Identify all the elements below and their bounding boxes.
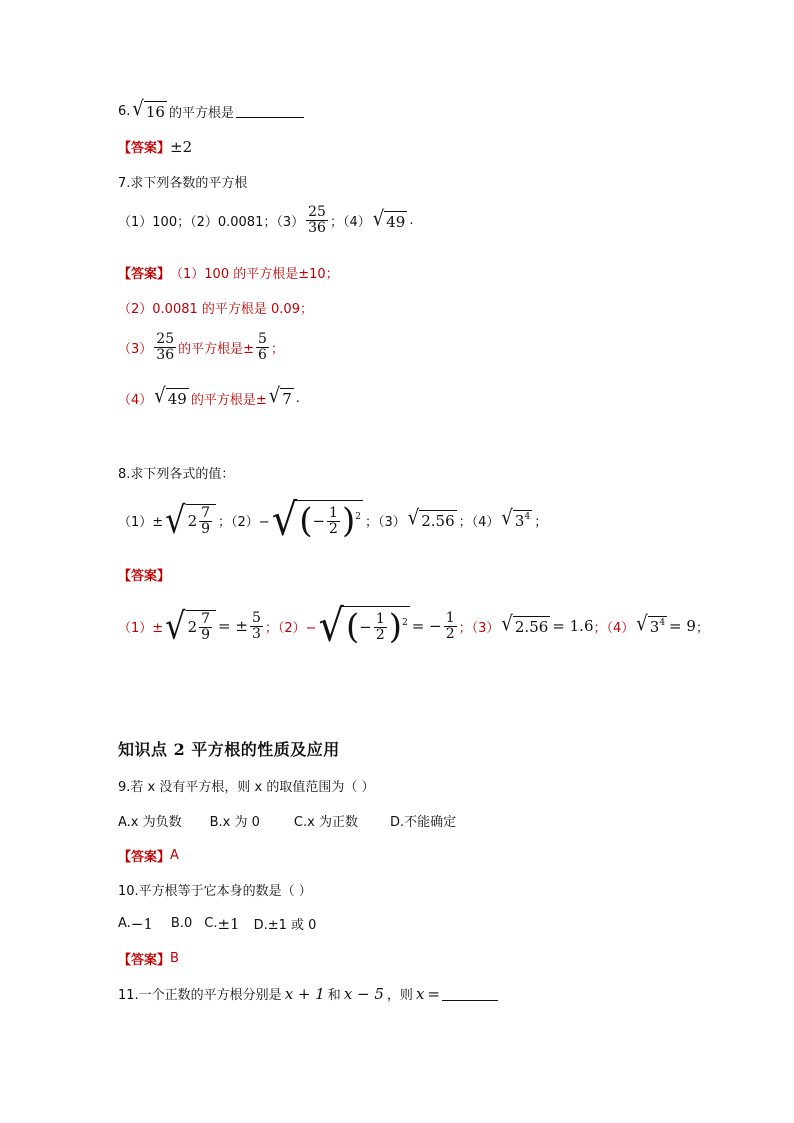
- q6-sqrt: √ 16: [132, 97, 165, 122]
- fraction: [199, 506, 212, 537]
- item-label: ；（3）: [458, 620, 500, 636]
- equals-result: = 1.6: [552, 617, 594, 635]
- denominator: 2: [375, 626, 385, 643]
- answer-tag: 【答案】: [118, 267, 171, 282]
- radicand: 2.56: [514, 618, 549, 636]
- answer-7-line-2: [118, 298, 313, 317]
- item-label: ；（3）: [364, 514, 406, 530]
- denominator: 6: [258, 347, 267, 363]
- sqrt-expression: √ 3 4: [501, 506, 531, 531]
- denominator: 36: [156, 347, 175, 363]
- equals-sign: = ±: [218, 617, 248, 635]
- answer-7-line-1: [118, 263, 339, 282]
- item-label: ；（4）: [593, 620, 635, 636]
- numerator: 25: [156, 331, 175, 347]
- sqrt-expression: √ 3 4: [636, 612, 666, 637]
- question-7: [118, 172, 247, 191]
- numerator: 7: [201, 610, 211, 627]
- fraction: [250, 611, 263, 642]
- answer-tag: 【答案】: [118, 850, 171, 865]
- exponent: 2: [402, 618, 408, 628]
- option-a-value: −1: [130, 914, 153, 933]
- item-label: （1）±: [118, 514, 164, 530]
- fraction: [306, 205, 328, 236]
- exponent: 4: [524, 512, 531, 522]
- option-c: C.x 为正数: [293, 815, 358, 830]
- answer-text: 的平方根是±: [190, 392, 267, 408]
- equals-sign: = −: [411, 617, 442, 635]
- radicand: 49: [386, 212, 406, 231]
- numerator: 5: [258, 331, 267, 347]
- sqrt-expression: √ 2 $\frac{7}{9}$: [165, 610, 216, 643]
- sqrt-expression: √ 2 $\frac{7}{9}$: [165, 504, 216, 537]
- equals-result: = 9: [669, 617, 696, 635]
- numerator: 25: [308, 204, 326, 220]
- denominator: 2: [445, 625, 455, 642]
- question-7-items: [118, 205, 413, 236]
- option-d: D.±1 或 0: [253, 918, 317, 933]
- item-label: ；（4）: [458, 514, 500, 530]
- option-c: C.: [204, 916, 218, 931]
- exponent: 2: [355, 512, 361, 522]
- question-9-options: [118, 811, 456, 830]
- q11-text: ，则: [386, 988, 413, 1003]
- answer-7-line-4: [118, 384, 300, 409]
- item-end: ；: [695, 620, 709, 636]
- denominator: 9: [201, 626, 211, 643]
- q6-number: 6.: [118, 103, 131, 119]
- sqrt-expression: √ 2.56: [407, 506, 455, 531]
- sqrt-expression: √ 2.56: [501, 612, 549, 637]
- radicand: 2.56: [421, 512, 455, 530]
- whole-part: 2: [187, 512, 198, 530]
- answer-9: [118, 846, 179, 865]
- sqrt-expression: √ ( − $\frac{1}{2}$ ) 2: [271, 494, 361, 546]
- question-10-options: [118, 914, 316, 933]
- radicand: 7: [282, 390, 292, 408]
- answer-text: （2）0.0081 的平方根是 0.09；: [118, 302, 313, 317]
- q7-text: 7.求下列各数的平方根: [118, 176, 248, 191]
- answer-8-tag-line: [118, 565, 170, 584]
- answer-text: 的平方根是±: [178, 342, 255, 357]
- denominator: 2: [329, 520, 338, 537]
- answer-text: （4）: [118, 392, 153, 408]
- q6-text: 的平方根是: [168, 105, 234, 121]
- expression-1: x + 1: [284, 984, 325, 1003]
- question-8-items: [118, 494, 548, 546]
- fraction: [327, 506, 340, 537]
- item-label: （1）±: [118, 620, 164, 636]
- answer-text: ；: [270, 342, 284, 357]
- base: 3: [649, 618, 660, 636]
- question-6: [118, 97, 304, 122]
- option-d: D.不能确定: [389, 815, 457, 830]
- answer-text: （1）100 的平方根是±10；: [170, 267, 339, 282]
- sqrt-expression: √ ( − $\frac{1}{2}$ ) 2: [318, 600, 408, 652]
- fraction: [374, 612, 387, 643]
- numerator: 7: [201, 504, 211, 521]
- fraction: [444, 611, 457, 642]
- q6-radicand: 16: [145, 103, 165, 121]
- answer-value: ±2: [170, 137, 193, 156]
- answer-blank: [236, 104, 304, 118]
- answer-blank: [442, 987, 498, 1001]
- answer-value: A: [170, 848, 179, 863]
- denominator: 9: [201, 520, 211, 537]
- answer-6: [118, 137, 192, 156]
- answer-7-line-3: [118, 332, 284, 363]
- answer-tag: 【答案】: [118, 953, 171, 968]
- q7-end: .: [409, 213, 414, 228]
- option-a: A.x 为负数: [118, 815, 182, 830]
- option-b: B.x 为 0: [209, 815, 260, 830]
- expression-2: x − 5: [343, 984, 384, 1003]
- equals-sign: =: [427, 984, 440, 1003]
- radicand: 49: [167, 390, 187, 408]
- option-a: A.: [118, 916, 131, 931]
- question-9: [118, 776, 374, 795]
- numerator: 1: [445, 609, 455, 626]
- denominator: 36: [308, 220, 326, 236]
- answer-value: B: [170, 951, 179, 966]
- answer-8: [118, 600, 709, 652]
- option-b: B.0: [170, 916, 193, 931]
- numerator: 1: [329, 504, 338, 521]
- sqrt-expression: √ 7: [268, 384, 292, 409]
- question-8: [118, 463, 234, 482]
- option-c-value: ±1: [217, 914, 240, 933]
- answer-text: .: [295, 390, 300, 406]
- numerator: 5: [251, 609, 261, 626]
- item-end: ；: [534, 514, 548, 530]
- q7-part2: ；（4）: [329, 215, 371, 230]
- whole-part: 2: [187, 618, 198, 636]
- fraction: [154, 332, 176, 363]
- q11-text: 和: [327, 988, 341, 1003]
- q9-text: 9.若 x 没有平方根，则 x 的取值范围为（ ）: [118, 780, 375, 795]
- sqrt-expression: √ 49: [154, 384, 187, 409]
- q11-text: 11.一个正数的平方根分别是: [118, 988, 282, 1003]
- answer-text: （3）: [118, 342, 153, 357]
- item-label: ；（2）−: [218, 514, 270, 530]
- item-label: ；（2）−: [264, 620, 317, 636]
- answer-tag: 【答案】: [118, 141, 171, 156]
- fraction: [199, 612, 212, 643]
- numerator: 1: [375, 610, 385, 627]
- variable-x: x: [415, 984, 425, 1003]
- sqrt-expression: √ 49: [372, 206, 406, 231]
- question-11: [118, 984, 498, 1003]
- section-heading: 知识点 2 平方根的性质及应用: [118, 740, 340, 759]
- q10-text: 10.平方根等于它本身的数是（ ）: [118, 884, 312, 899]
- question-10: [118, 880, 312, 899]
- answer-10: [118, 949, 179, 968]
- base: 3: [514, 512, 525, 530]
- answer-tag: 【答案】: [118, 569, 171, 584]
- q8-text: 8.求下列各式的值：: [118, 467, 235, 482]
- fraction: [256, 332, 269, 363]
- q7-part1: （1）100；（2）0.0081；（3）: [118, 215, 305, 230]
- denominator: 3: [251, 625, 261, 642]
- exponent: 4: [659, 618, 666, 628]
